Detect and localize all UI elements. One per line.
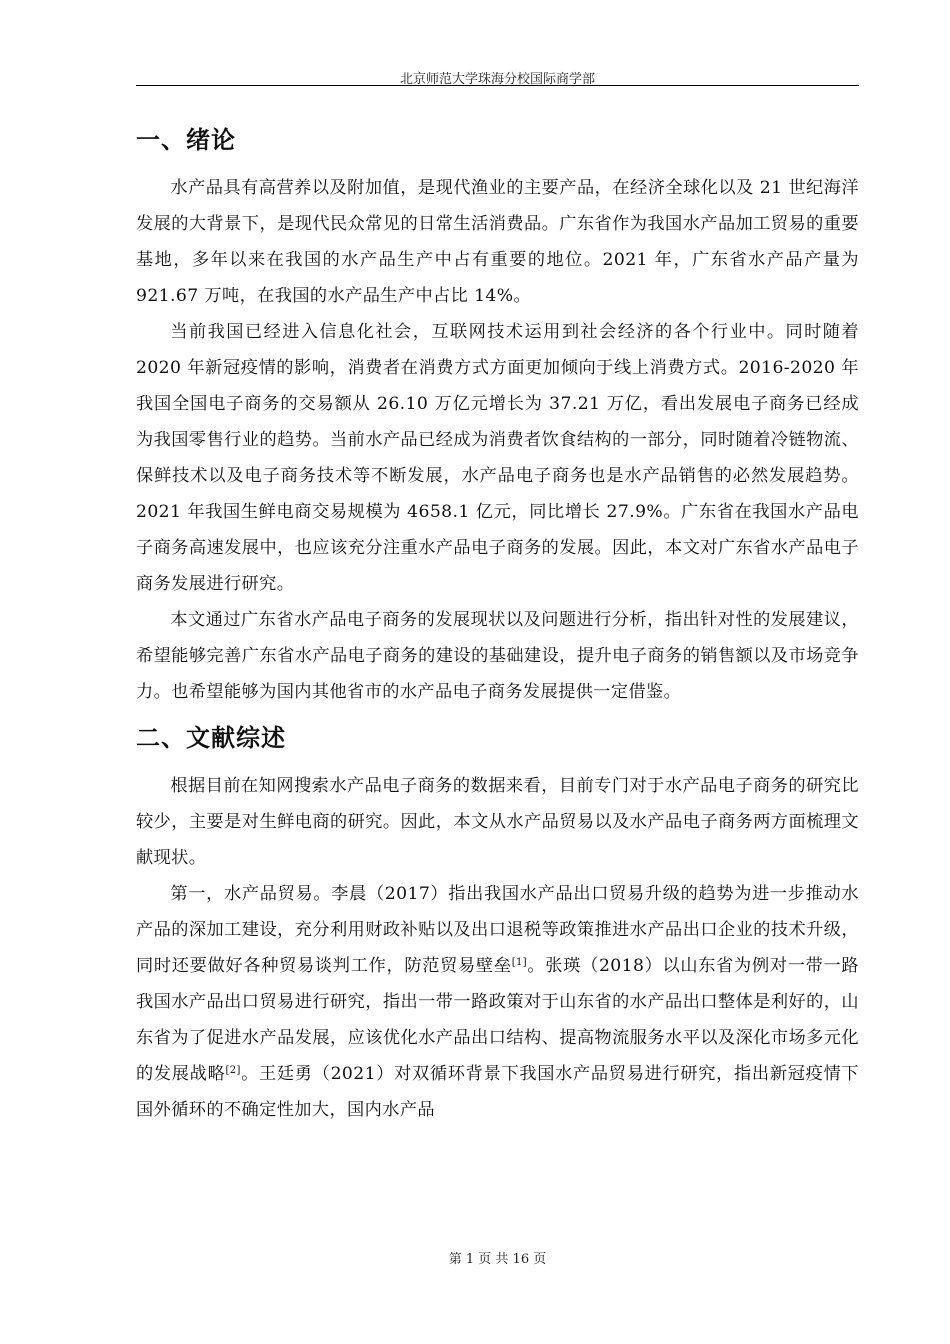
document-body [136,118,859,1128]
paragraph-text: 第一，水产品贸易。李晨（2017）指出我国水产品出口贸易升级的趋势为进一步推动水产品的深加工建设，充分利用财政补贴以及出口退税等政策推进水产品出口企业的技术升级，同时还要做好各种贸易谈判工作，防范贸易壁垒 [136,884,859,976]
paragraph-text: 。张瑛（2018）以山东省为例对一带一路我国水产品出口贸易进行研究，指出一带一路政策对于山东省的水产品出口整体是利好的，山东省为了促进水产品发展，应该优化水产品出口结构、提高物流服务水平以及深化市场多元化的发展战略 [136,956,859,1084]
paragraph: 根据目前在知网搜索水产品电子商务的数据来看，目前专门对于水产品电子商务的研究比较少，主要是对生鲜电商的研究。因此，本文从水产品贸易以及水产品电子商务两方面梳理文献现状。 [136,776,859,868]
page-footer: 第 1 页 共 16 页 [448,1252,547,1267]
paragraph-with-citations [136,876,859,1128]
citation-ref-1[interactable]: [1] [511,957,528,968]
paragraph: 本文通过广东省水产品电子商务的发展现状以及问题进行分析，指出针对性的发展建议，希望能够完善广东省水产品电子商务的建设的基础建设，提升电子商务的销售额以及市场竞争力。也希望能够为国内其他省市的水产品电子商务发展提供一定借鉴。 [136,610,859,702]
section-heading-literature-review: 二、文献综述 [136,724,286,752]
header-divider [136,85,859,86]
section-heading-introduction: 一、绪论 [136,126,236,154]
paragraph-text: 。王廷勇（2021）对双循环背景下我国水产品贸易进行研究，指出新冠疫情下国外循环的不确定性加大，国内水产品 [136,1064,859,1120]
page-header: 北京师范大学珠海分校国际商学部 [399,72,595,87]
paragraph: 水产品具有高营养以及附加值，是现代渔业的主要产品，在经济全球化以及 21 世纪海洋发展的大背景下，是现代民众常见的日常生活消费品。广东省作为我国水产品加工贸易的重要基地，多年以来在我国的水产品生产中占有重要的地位。2021 年，广东省水产品产量为 921.67 万吨，在我国的水产品生产中占比 14%。 [136,178,859,306]
paragraph: 当前我国已经进入信息化社会，互联网技术运用到社会经济的各个行业中。同时随着 2020 年新冠疫情的影响，消费者在消费方式方面更加倾向于线上消费方式。2016-2020 年我国全国电子商务的交易额从 26.10 万亿元增长为 37.21 万亿，看出发展电子商务已经成为我国零售行业的趋势。当前水产品已经成为消费者饮食结构的一部分，同时随着冷链物流、保鲜技术以及电子商务技术等不断发展，水产品电子商务也是水产品销售的必然发展趋势。2021 年我国生鲜电商交易规模为 4658.1 亿元，同比增长 27.9%。广东省在我国水产品电子商务高速发展中，也应该充分注重水产品电子商务的发展。因此，本文对广东省水产品电子商务发展进行研究。 [136,322,859,594]
citation-ref-2[interactable]: [2] [225,1065,241,1076]
